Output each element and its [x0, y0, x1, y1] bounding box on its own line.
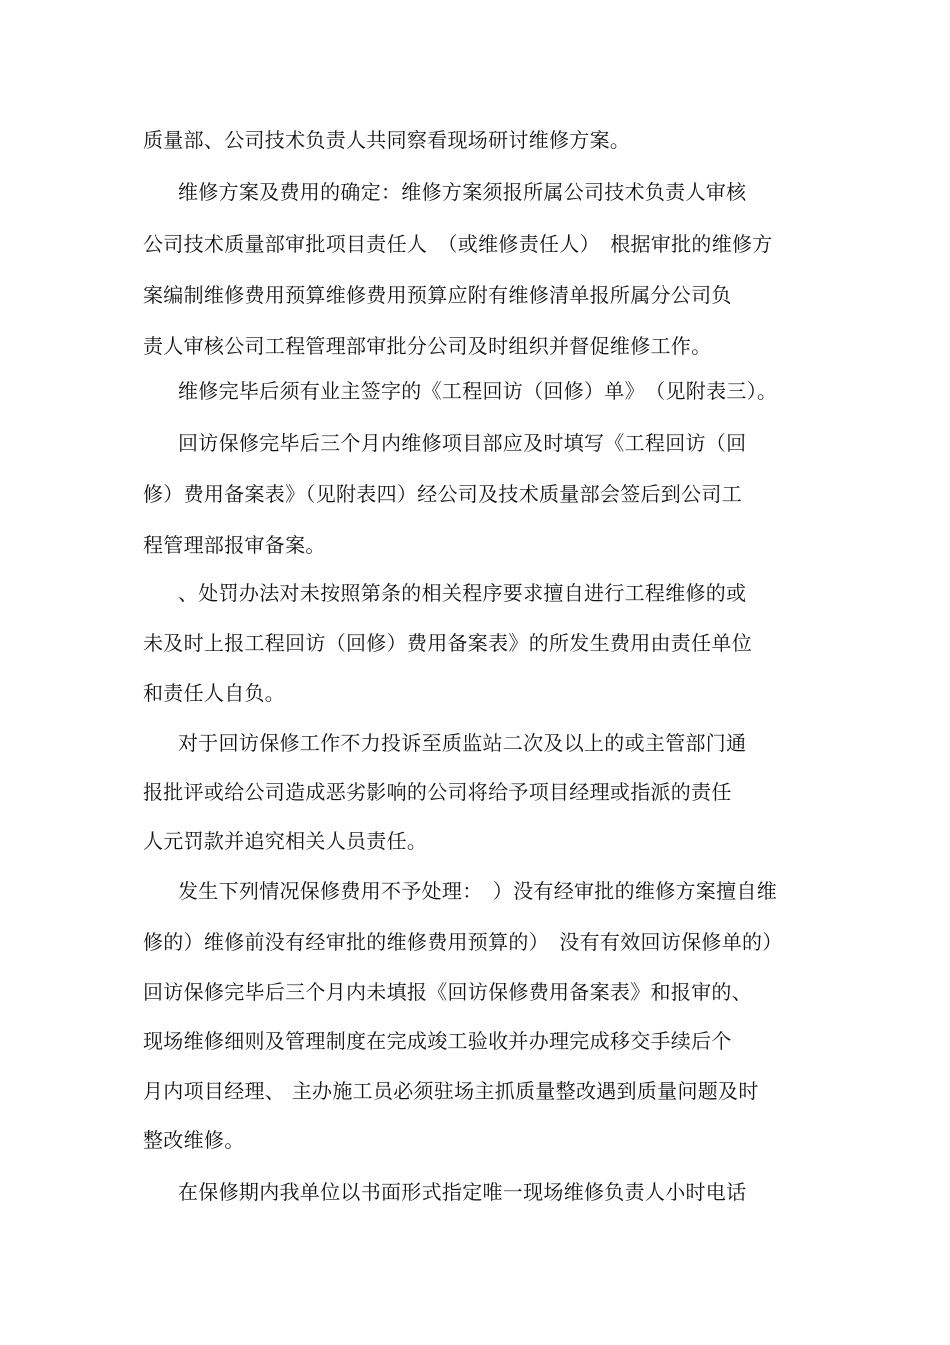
text-line-18: 回访保修完毕后三个月内未填报《回访保修费用备案表》和报审的、 — [143, 980, 752, 1004]
text-line-4: 案编制维修费用预算维修费用预算应附有维修清单报所属分公司负 — [143, 283, 732, 307]
text-line-11: 未及时上报工程回访（回修）费用备案表》的所发生费用由责任单位 — [143, 631, 752, 655]
text-line-2: 维修方案及费用的确定：维修方案须报所属公司技术负责人审核 — [178, 180, 747, 204]
text-line-20: 月内项目经理、 主办施工员必须驻场主抓质量整改遇到质量问题及时 — [143, 1079, 759, 1103]
text-line-9: 程管理部报审备案。 — [143, 533, 326, 557]
text-line-7: 回访保修完毕后三个月内维修项目部应及时填写《工程回访（回 — [178, 431, 747, 455]
text-line-13: 对于回访保修工作不力投诉至质监站二次及以上的或主管部门通 — [178, 731, 747, 755]
text-line-19: 现场维修细则及管理制度在完成竣工验收并办理完成移交手续后个 — [143, 1029, 732, 1053]
text-line-10: 、处罚办法对未按照第条的相关程序要求擅自进行工程维修的或 — [178, 581, 747, 605]
text-line-12: 和责任人自负。 — [143, 681, 286, 705]
text-line-3: 公司技术质量部审批项目责任人 （或维修责任人） 根据审批的维修方 — [143, 232, 773, 256]
text-line-8: 修）费用备案表》（见附表四）经公司及技术质量部会签后到公司工 — [143, 482, 742, 506]
text-line-1: 质量部、公司技术负责人共同察看现场研讨维修方案。 — [143, 128, 631, 152]
text-line-14: 报批评或给公司造成恶劣影响的公司将给予项目经理或指派的责任 — [143, 780, 732, 804]
text-line-21: 整改维修。 — [143, 1128, 245, 1152]
text-line-6: 维修完毕后须有业主签字的《工程回访（回修）单》 （见附表三）。 — [178, 379, 778, 403]
text-line-5: 责人审核公司工程管理部审批分公司及时组织并督促维修工作。 — [143, 334, 712, 358]
text-line-17: 修的）维修前没有经审批的维修费用预算的） 没有有效回访保修单的） — [143, 930, 783, 954]
text-line-15: 人元罚款并追究相关人员责任。 — [143, 829, 428, 853]
text-line-22: 在保修期内我单位以书面形式指定唯一现场维修负责人小时电话 — [178, 1180, 747, 1204]
text-line-16: 发生下列情况保修费用不予处理： ）没有经审批的维修方案擅自维 — [178, 879, 777, 903]
